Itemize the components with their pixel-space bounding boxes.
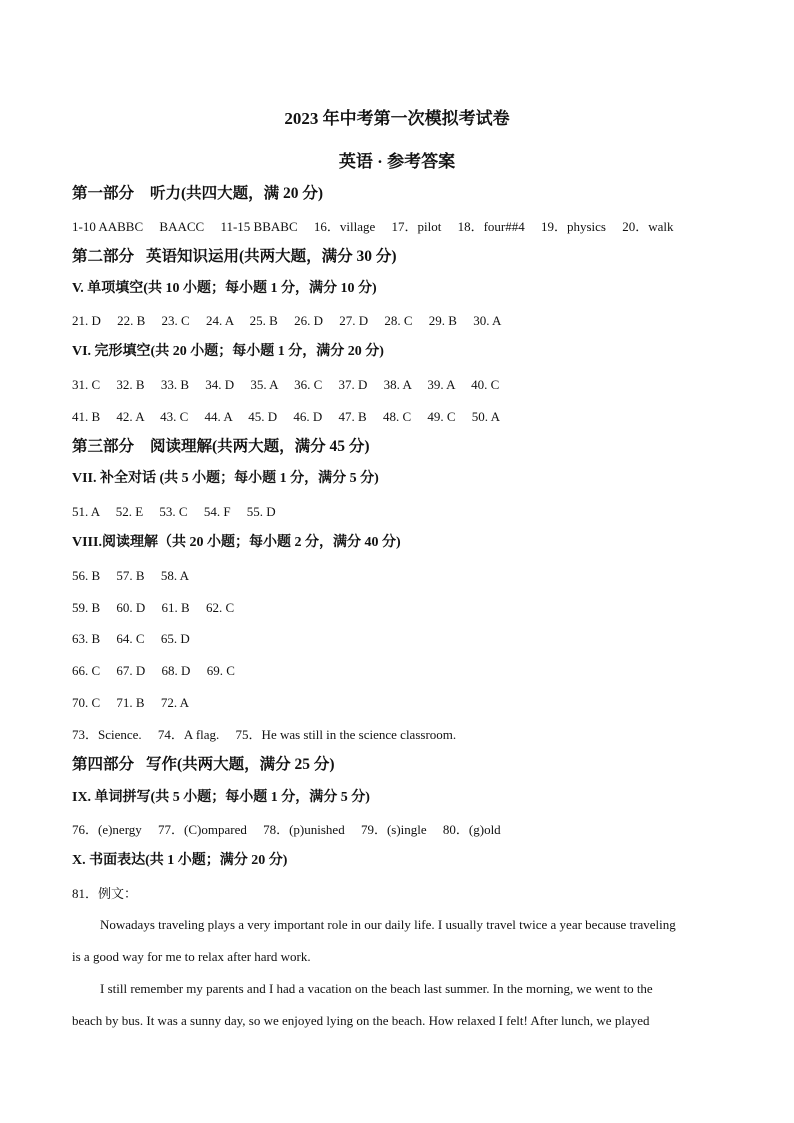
part1-answers: 1-10 AABBC BAACC 11-15 BBABC 16．village 17．pilot 18．four##4 19．physics 20．walk bbox=[72, 219, 674, 234]
part2-heading bbox=[72, 249, 397, 265]
section8-answers-row: 56. B 57. B 58. A bbox=[72, 568, 190, 583]
section7-heading: VII. 补全对话 (共 5 小题；每小题 1 分，满分 5 分) bbox=[72, 471, 379, 486]
section8-answers-row: 70. C 71. B 72. A bbox=[72, 695, 190, 710]
page-title: 2023 年中考第一次模拟考试卷 bbox=[284, 109, 510, 128]
part3-title: 阅读理解(共两大题，满分 45 分) bbox=[150, 438, 370, 455]
essay-line: beach by bus. It was a sunny day, so we enjoyed lying on the beach. How relaxed I felt! After lunch, we played bbox=[72, 1013, 650, 1028]
essay-line: is a good way for me to relax after hard work. bbox=[72, 949, 311, 964]
part4-label: 第四部分 bbox=[72, 756, 135, 773]
part4-heading bbox=[72, 757, 335, 773]
section8-answers-row: 63. B 64. C 65. D bbox=[72, 631, 190, 646]
section9-heading: IX. 单词拼写(共 5 小题；每小题 1 分，满分 5 分) bbox=[72, 790, 370, 805]
section5-heading: V. 单项填空(共 10 小题；每小题 1 分，满分 10 分) bbox=[72, 281, 377, 296]
part3-heading bbox=[72, 439, 370, 455]
part3-label: 第三部分 bbox=[72, 438, 135, 455]
section8-answers-row: 66. C 67. D 68. D 69. C bbox=[72, 663, 235, 678]
page-subtitle: 英语 · 参考答案 bbox=[338, 152, 456, 171]
section8-answers-row: 73．Science. 74．A flag. 75．He was still in the science classroom. bbox=[72, 727, 457, 742]
section5-answers: 21. D 22. B 23. C 24. A 25. B 26. D 27. D 28. C 29. B 30. A bbox=[72, 313, 502, 328]
section10-heading: X. 书面表达(共 1 小题；满分 20 分) bbox=[72, 853, 288, 868]
essay-line: I still remember my parents and I had a vacation on the beach last summer. In the morning, we went to the bbox=[100, 981, 653, 996]
part4-title: 写作(共两大题，满分 25 分) bbox=[146, 756, 335, 773]
section6-heading: VI. 完形填空(共 20 小题；每小题 1 分，满分 20 分) bbox=[72, 344, 384, 359]
section7-answers: 51. A 52. E 53. C 54. F 55. D bbox=[72, 504, 276, 519]
section6-answers-row2: 41. B 42. A 43. C 44. A 45. D 46. D 47. B 48. C 49. C 50. A bbox=[72, 409, 500, 424]
section8-answers-row: 59. B 60. D 61. B 62. C bbox=[72, 600, 235, 615]
part1-title: 听力(共四大题，满 20 分) bbox=[150, 185, 324, 202]
essay-label: 81．例文： bbox=[72, 886, 138, 901]
part2-label: 第二部分 bbox=[72, 248, 135, 265]
section8-heading: VIII.阅读理解（共 20 小题；每小题 2 分，满分 40 分) bbox=[72, 535, 401, 550]
section6-answers-row1: 31. C 32. B 33. B 34. D 35. A 36. C 37. D 38. A 39. A 40. C bbox=[72, 377, 500, 392]
part1-heading bbox=[72, 186, 323, 202]
part1-label: 第一部分 bbox=[72, 185, 135, 202]
essay-line: Nowadays traveling plays a very important role in our daily life. I usually travel twice a year because traveling bbox=[100, 917, 676, 932]
section9-answers: 76．(e)nergy 77．(C)ompared 78．(p)unished 79．(s)ingle 80．(g)old bbox=[72, 822, 501, 837]
part2-title: 英语知识运用(共两大题，满分 30 分) bbox=[146, 248, 397, 265]
